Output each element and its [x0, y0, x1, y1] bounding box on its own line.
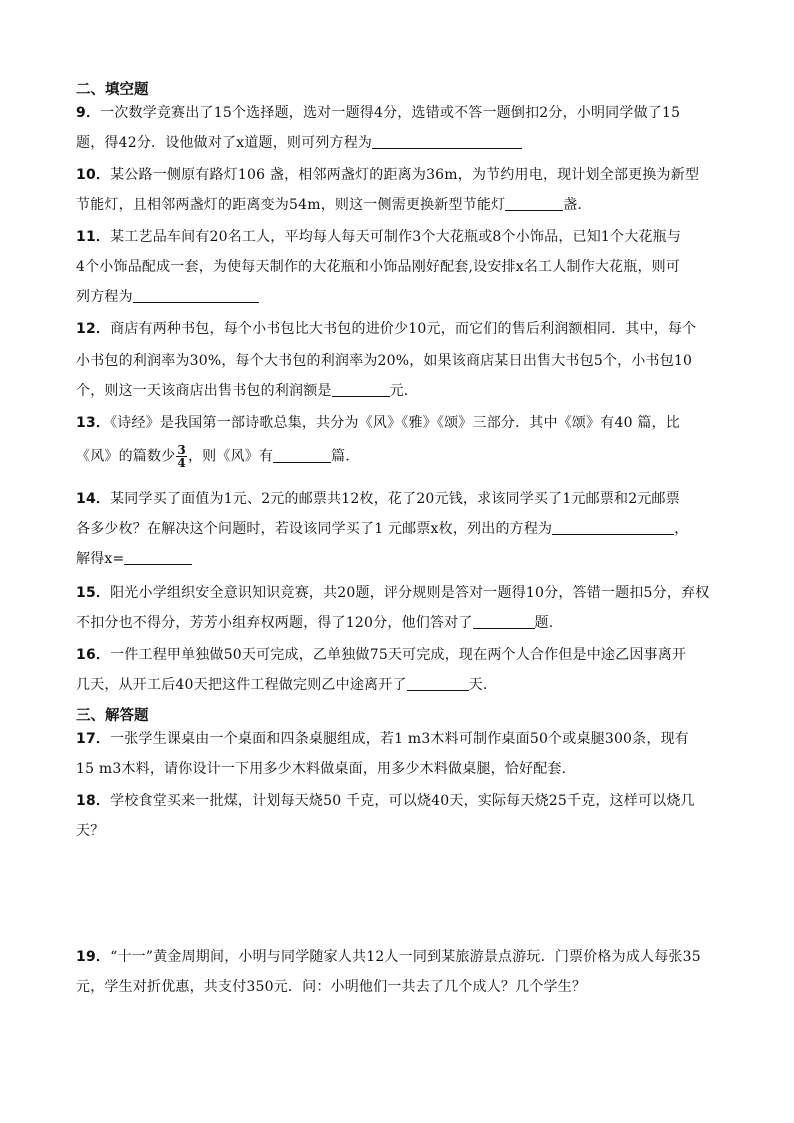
question-text: 各多少枚？在解决这个问题时，若设该同学买了1 元邮票x枚，列出的方程为 — [76, 521, 553, 537]
answer-blank[interactable] — [124, 550, 192, 565]
answer-blank[interactable] — [473, 614, 535, 629]
question-14-line-1 — [76, 490, 680, 508]
question-11-line-3 — [76, 288, 259, 306]
section-title-solve: 三、解答题 — [76, 708, 149, 724]
question-14-line-3 — [76, 550, 192, 568]
question-text: 小书包的利润率为30%，每个大书包的利润率为20%，如果该商店某日出售大书包5个，小书包10 — [76, 353, 693, 369]
answer-blank[interactable] — [273, 448, 331, 463]
answer-blank[interactable] — [332, 382, 390, 397]
question-11-line-2 — [76, 258, 680, 276]
question-18-line-2 — [76, 822, 104, 840]
question-text: 《风》的篇数少 — [76, 448, 176, 465]
question-9-line-2 — [76, 134, 522, 152]
question-text: 某工艺品车间有20名工人，平均每人每天可制作3个大花瓶或8个小饰品，已知1个大花瓶与 — [110, 229, 682, 245]
question-number: 13． — [76, 415, 111, 431]
question-9-line-1 — [76, 104, 680, 122]
question-text: “十一”黄金周期间，小明与同学随家人共12人一同到某旅游景点游玩．门票价格为成人每张35 — [110, 949, 701, 965]
answer-blank[interactable] — [505, 196, 563, 211]
question-text: 15 m3木料，请你设计一下用多少木料做桌面，用多少木料做桌腿，恰好配套. — [76, 761, 567, 777]
question-text: ，则《风》有 — [187, 448, 274, 465]
question-text: 篇． — [331, 448, 360, 465]
question-17-line-1 — [76, 730, 689, 748]
question-text: 列方程为 — [76, 289, 133, 305]
question-number: 10． — [76, 167, 111, 183]
question-text: 《诗经》是我国第一部诗歌总集，共分为《风》《雅》《颂》三部分．其中《颂》有40 篇，比 — [110, 415, 680, 431]
question-19-line-1 — [76, 948, 701, 966]
question-number: 19． — [76, 949, 111, 965]
question-15-line-2 — [76, 614, 553, 632]
question-11-line-1 — [76, 228, 681, 246]
question-text: 节能灯，且相邻两盏灯的距离变为54m，则这一侧需更换新型节能灯 — [76, 197, 506, 213]
question-text: 天？ — [76, 823, 105, 839]
section-title-fill-blank: 二、填空题 — [76, 82, 149, 98]
question-text: 解得x= — [76, 551, 125, 567]
question-12-line-2 — [76, 352, 692, 370]
answer-blank[interactable] — [372, 134, 522, 149]
question-12-line-3 — [76, 382, 418, 400]
question-text: 一件工程甲单独做50天可完成，乙单独做75天可完成，现在两个人合作但是中途乙因事离开 — [110, 647, 687, 663]
question-number: 11． — [76, 229, 111, 245]
question-text: 某公路一侧原有路灯106 盏，相邻两盏灯的距离为36m，为节约用电，现计划全部更换为新型 — [110, 167, 700, 183]
question-19-line-2 — [76, 978, 586, 996]
question-number: 9． — [76, 105, 101, 121]
fraction-denominator: 4 — [177, 456, 186, 470]
question-text: 元． — [389, 383, 419, 399]
question-10-line-1 — [76, 166, 699, 184]
question-text: 盏． — [563, 197, 592, 213]
question-text: 阳光小学组织安全意识知识竞赛，共20题，评分规则是答对一题得10分，答错一题扣5分，弃权 — [110, 585, 710, 601]
question-15-line-1 — [76, 584, 709, 602]
question-13-line-2 — [76, 444, 360, 469]
question-number: 16． — [76, 647, 111, 663]
question-text: 题. — [534, 615, 554, 631]
question-number: 14． — [76, 491, 111, 507]
question-13-line-1 — [76, 414, 680, 432]
question-14-line-2 — [76, 520, 688, 538]
question-number: 15． — [76, 585, 111, 601]
question-12-line-1 — [76, 320, 696, 338]
question-text: 商店有两种书包，每个小书包比大书包的进价少10元，而它们的售后利润额相同．其中，每个 — [110, 321, 697, 337]
question-text: 题，得42分．设他做对了x道题，则可列方程为 — [76, 135, 373, 151]
question-17-line-2 — [76, 760, 566, 778]
question-text: 几天，从开工后40天把这件工程做完则乙中途离开了 — [76, 677, 407, 693]
question-text: ， — [674, 521, 689, 537]
question-text: 4个小饰品配成一套，为使每天制作的大花瓶和小饰品刚好配套,设安排x名工人制作大花瓶，则可 — [76, 259, 681, 275]
question-number: 12． — [76, 321, 111, 337]
question-16-line-2 — [76, 676, 487, 694]
question-text: 元，学生对折优惠，共支付350元．问：小明他们一共去了几个成人？几个学生？ — [76, 979, 587, 995]
answer-blank[interactable] — [133, 288, 259, 303]
fraction-numerator: 3 — [177, 443, 186, 457]
question-text: 学校食堂买来一批煤，计划每天烧50 千克，可以烧40天，实际每天烧25千克，这样可以烧几 — [110, 793, 695, 809]
question-number: 18． — [76, 793, 111, 809]
fraction — [176, 444, 187, 469]
question-16-line-1 — [76, 646, 686, 664]
answer-blank[interactable] — [407, 676, 469, 691]
question-10-line-2 — [76, 196, 592, 214]
question-text: 天. — [468, 677, 488, 693]
answer-blank[interactable] — [552, 520, 674, 535]
question-text: 一张学生课桌由一个桌面和四条桌腿组成，若1 m3木料可制作桌面50个或桌腿300条，现有 — [110, 731, 689, 747]
question-text: 某同学买了面值为1元、2元的邮票共12枚，花了20元钱，求该同学买了1元邮票和2元邮票 — [110, 491, 680, 507]
question-text: 不扣分也不得分，芳芳小组弃权两题，得了120分，他们答对了 — [76, 615, 473, 631]
question-number: 17． — [76, 731, 111, 747]
question-18-line-1 — [76, 792, 695, 810]
question-text: 个，则这一天该商店出售书包的利润额是 — [76, 383, 332, 399]
question-text: 一次数学竞赛出了15个选择题，选对一题得4分，选错或不答一题倒扣2分，小明同学做了15 — [100, 105, 681, 121]
